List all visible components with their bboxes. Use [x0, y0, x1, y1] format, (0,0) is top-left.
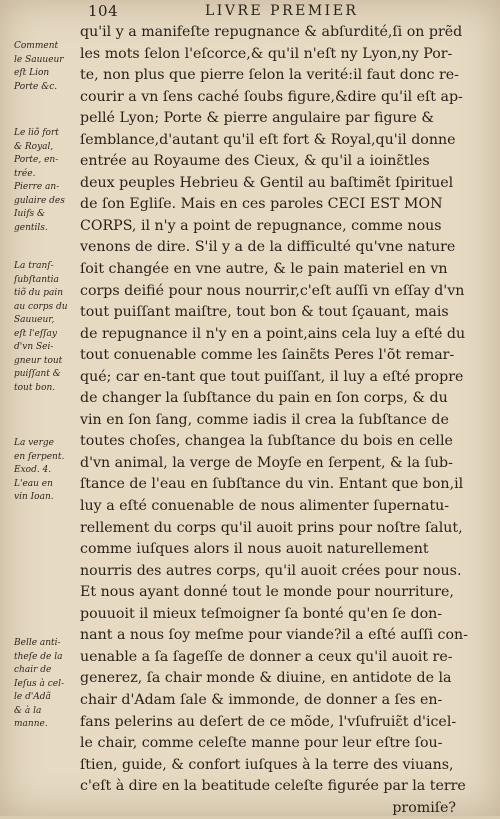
text-line: chair d'Adam ſale & immonde, de donner a ſes en- [80, 691, 443, 708]
text-line: luy a eſté conuenable de nous alimenter ſupernatu- [80, 498, 450, 515]
text-line: les mots ſelon l'eſcorce,& qu'il n'eſt ny Lyon,ny Por- [80, 45, 453, 62]
text-line: nourris des autres corps, qu'il auoit crées pour nous. [80, 562, 462, 579]
text-line: ſtien, guide, & confort iuſques à la terre des viuans, [80, 756, 454, 773]
margin-note: Comment le Sauueur eſt Lion Porte &c. [14, 41, 64, 92]
text-line: CORPS, il n'y a point de repugnance, comme nous [80, 217, 442, 234]
text-line: nant a nous ſoy meſme pour viande?il a eſté auſſi con- [80, 627, 468, 644]
text-line: de changer la ſubſtance du pain en ſon corps, & du [80, 390, 448, 407]
text-line: Et nous ayant donné tout le monde pour nourriture, [80, 584, 454, 601]
page-number: 104 [88, 2, 119, 20]
margin-note: Belle anti- theſe de la chair de Ieſus à cel- le d'Adã & à la manne. [14, 638, 65, 729]
margin-notes [0, 0, 84, 816]
text-line: de repugnance il n'y en a point,ains cela luy a eſté du [80, 325, 466, 342]
text-line: uenable a ſa ſageſſe de donner a ceux qu'il auoit re- [80, 648, 453, 665]
text-line: d'vn animal, la verge de Moyſe en ſerpent, & la ſub- [80, 454, 453, 471]
text-line: c'eſt à dire en la beatitude celeſte figurée par la terre [80, 778, 466, 795]
text-line: toutes choſes, changea la ſubſtance du bois en celle [80, 433, 453, 450]
text-line: fans pelerins au deſert de ce mõde, l'vſufruiɛ̃t d'icel- [80, 713, 457, 730]
text-line: ſemblance,d'autant qu'il eſt fort & Royal,qu'il donne [80, 131, 456, 148]
text-line: ſoit changée en vne autre, & le pain materiel en vn [80, 261, 448, 278]
text-line: comme iuſques alors il nous auoit naturellement [80, 541, 429, 558]
text-line: entrée au Royaume des Cieux, & qu'il a ioinɛ̃tles [80, 153, 430, 170]
text-line: vin en ſon ſang, comme iadis il crea la ſubſtance de [80, 411, 449, 428]
text-line: generez, ſa chair monde & diuine, en antidote de la [80, 670, 452, 687]
text-line: le chair, comme celeſte manne pour leur eſtre ſou- [80, 735, 443, 752]
text-line: venons de dire. S'il y a de la difficulté qu'vne nature [80, 239, 456, 256]
text-line: pellé Lyon; Porte & pierre angulaire par figure & [80, 110, 435, 127]
text-line: ſtance de l'eau en ſubſtance du vin. Entant que bon,il [80, 476, 464, 493]
margin-note: La tranſ- ſubſtantia tiõ du pain au corps du Sauueur, eſt l'eſſay d'vn Sei- gneur tout puiſſant & tout bon. [14, 261, 68, 393]
margin-note: La verge en ſerpent. Exod. 4. L'eau en vin Ioan. [14, 438, 65, 502]
text-line: qué; car en-tant que tout puiſſant, il luy a eſté propre [80, 368, 464, 385]
text-line: qu'il y a manifeſte repugnance & abſurdité,ſi on prẽd [80, 24, 463, 40]
text-line: te, non plus que pierre ſelon la verité:il faut donc re- [80, 67, 459, 84]
margin-note: Le liõ fort & Royal, Porte, en- trée. Pierre an- gulaire des Iuifs & gentils. [14, 128, 65, 233]
body-text [80, 22, 476, 819]
text-line: tout conuenable comme les ſainɛ̃ts Peres l'õt remar- [80, 347, 455, 364]
text-line: deux peuples Hebrieu & Gentil au baſtimẽt ſpirituel [80, 174, 454, 191]
text-line: de ſon Egliſe. Mais en ces paroles CECI EST MON [80, 196, 443, 213]
text-line: corps deifié pour nous nourrir,c'eſt auſſi vn eſſay d'vn [80, 282, 465, 299]
text-line: tout puiſſant maiſtre, tout bon & tout ſçauant, mais [80, 304, 449, 321]
text-line: courir a vn ſens caché ſoubs figure,&dire qu'il eſt ap- [80, 88, 463, 105]
text-line: promiſe? [392, 799, 456, 816]
running-head: LIVRE PREMIER [205, 3, 359, 19]
text-line: pouuoit il mieux teſmoigner ſa bonté qu'en ſe don- [80, 605, 443, 622]
text-line: rellement du corps qu'il auoit prins pour noſtre ſalut, [80, 519, 463, 536]
